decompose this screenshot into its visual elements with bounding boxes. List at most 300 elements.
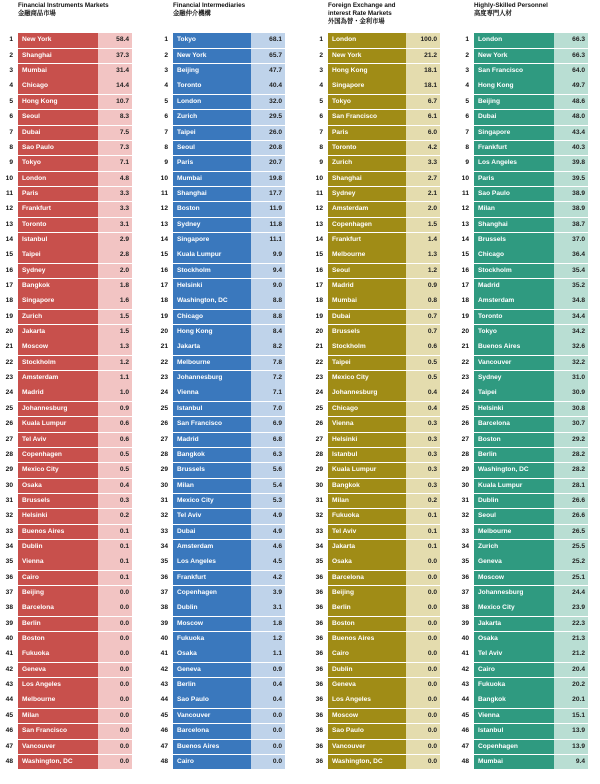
city-cell: Bangkok	[173, 448, 251, 463]
rank-label: 36	[315, 635, 323, 643]
table-row	[157, 356, 299, 371]
city-cell: Paris	[18, 187, 98, 202]
score-cell: 35.4	[554, 264, 588, 279]
table-row	[157, 340, 299, 355]
table-row	[2, 555, 144, 570]
rank-label: 43	[5, 681, 13, 689]
score-cell: 3.3	[98, 187, 132, 202]
rank-label: 9	[164, 159, 168, 167]
score-cell: 0.0	[98, 709, 132, 724]
rank-label: 26	[5, 420, 13, 428]
city-cell: Berlin	[173, 678, 251, 693]
score-cell: 0.6	[406, 340, 440, 355]
city-cell: Sydney	[173, 218, 251, 233]
table-row	[312, 95, 454, 110]
table-row	[2, 95, 144, 110]
score-cell: 68.1	[251, 33, 285, 48]
rank-label: 25	[5, 404, 13, 412]
city-cell: Dublin	[18, 540, 98, 555]
table-row	[2, 218, 144, 233]
rank-label: 7	[164, 128, 168, 136]
table-row	[157, 755, 299, 770]
rank-label: 16	[160, 266, 168, 274]
ranking-panel-4	[458, 0, 600, 784]
score-cell: 0.2	[98, 509, 132, 524]
score-cell: 2.7	[406, 172, 440, 187]
city-cell: Shanghai	[173, 187, 251, 202]
city-cell: Melbourne	[328, 248, 406, 263]
score-cell: 0.3	[406, 433, 440, 448]
rank-label: 20	[315, 328, 323, 336]
score-cell: 0.8	[406, 294, 440, 309]
table-row	[157, 647, 299, 662]
table-row	[2, 540, 144, 555]
rank-label: 4	[465, 82, 469, 90]
panel-title	[18, 2, 148, 18]
rank-label: 29	[315, 466, 323, 474]
panel-title-ja: 金融商品市場	[18, 10, 56, 18]
city-cell: Frankfurt	[173, 571, 251, 586]
city-cell: Singapore	[328, 79, 406, 94]
table-row	[2, 49, 144, 64]
city-cell: Los Angeles	[173, 555, 251, 570]
table-row	[312, 433, 454, 448]
city-cell: Taipei	[173, 126, 251, 141]
score-cell: 0.1	[98, 555, 132, 570]
city-cell: Shanghai	[328, 172, 406, 187]
table-row	[312, 540, 454, 555]
score-cell: 3.9	[251, 586, 285, 601]
rank-label: 19	[160, 312, 168, 320]
rank-label: 4	[164, 82, 168, 90]
table-row	[157, 740, 299, 755]
rank-label: 48	[5, 757, 13, 765]
rank-label: 28	[461, 450, 469, 458]
rank-label: 30	[461, 481, 469, 489]
score-cell: 0.0	[98, 601, 132, 616]
rank-label: 38	[461, 604, 469, 612]
rank-label: 35	[160, 558, 168, 566]
rank-label: 6	[164, 113, 168, 121]
score-cell: 21.2	[554, 647, 588, 662]
rank-label: 10	[315, 174, 323, 182]
score-cell: 0.0	[98, 740, 132, 755]
city-cell: Osaka	[173, 647, 251, 662]
city-cell: Toronto	[173, 79, 251, 94]
score-cell: 7.0	[251, 402, 285, 417]
ranking-panel-3	[312, 0, 454, 784]
score-cell: 0.0	[406, 586, 440, 601]
rank-label: 31	[315, 496, 323, 504]
rank-label: 33	[315, 527, 323, 535]
score-cell: 0.4	[98, 479, 132, 494]
score-cell: 28.1	[554, 479, 588, 494]
score-cell: 100.0	[406, 33, 440, 48]
table-row	[157, 463, 299, 478]
rank-label: 9	[9, 159, 13, 167]
rank-label: 6	[319, 113, 323, 121]
table-row	[157, 279, 299, 294]
rank-label: 33	[5, 527, 13, 535]
city-cell: Zurich	[18, 310, 98, 325]
rank-label: 36	[315, 665, 323, 673]
city-cell: Los Angeles	[328, 693, 406, 708]
table-row	[2, 356, 144, 371]
rank-label: 44	[5, 696, 13, 704]
table-row	[312, 294, 454, 309]
city-cell: Cairo	[328, 647, 406, 662]
city-cell: Jakarta	[18, 325, 98, 340]
city-cell: Johannesburg	[474, 586, 554, 601]
score-cell: 0.1	[406, 540, 440, 555]
rank-label: 32	[315, 512, 323, 520]
rank-label: 41	[5, 650, 13, 658]
city-cell: Chicago	[474, 248, 554, 263]
table-row	[2, 156, 144, 171]
rank-label: 18	[160, 297, 168, 305]
city-cell: Copenhagen	[18, 448, 98, 463]
table-row	[458, 709, 600, 724]
rank-label: 35	[5, 558, 13, 566]
score-cell: 29.5	[251, 110, 285, 125]
rank-label: 14	[461, 235, 469, 243]
table-row	[312, 248, 454, 263]
city-cell: Hong Kong	[328, 64, 406, 79]
rank-label: 1	[164, 36, 168, 44]
rank-label: 24	[315, 389, 323, 397]
score-cell: 0.0	[406, 724, 440, 739]
score-cell: 31.4	[98, 64, 132, 79]
score-cell: 4.2	[251, 571, 285, 586]
rank-label: 22	[5, 358, 13, 366]
table-row	[157, 141, 299, 156]
city-cell: Sao Paulo	[173, 693, 251, 708]
table-row	[157, 494, 299, 509]
table-row	[157, 724, 299, 739]
table-row	[157, 325, 299, 340]
score-cell: 0.4	[406, 386, 440, 401]
city-cell: Taipei	[474, 386, 554, 401]
score-cell: 15.1	[554, 709, 588, 724]
city-cell: Chicago	[328, 402, 406, 417]
rank-label: 12	[5, 205, 13, 213]
panel-title-en: Highly-Skilled Personnel	[474, 2, 548, 9]
city-cell: Chicago	[173, 310, 251, 325]
table-row	[312, 233, 454, 248]
score-cell: 0.5	[406, 371, 440, 386]
score-cell: 1.3	[406, 248, 440, 263]
score-cell: 3.1	[98, 218, 132, 233]
score-cell: 3.1	[251, 601, 285, 616]
rank-label: 30	[160, 481, 168, 489]
score-cell: 28.2	[554, 448, 588, 463]
score-cell: 20.8	[251, 141, 285, 156]
city-cell: Mumbai	[474, 755, 554, 770]
rank-label: 39	[5, 619, 13, 627]
score-cell: 1.5	[406, 218, 440, 233]
city-cell: Stockholm	[173, 264, 251, 279]
score-cell: 0.0	[98, 678, 132, 693]
table-row	[2, 126, 144, 141]
table-row	[312, 386, 454, 401]
score-cell: 1.8	[98, 279, 132, 294]
rank-label: 34	[461, 542, 469, 550]
score-cell: 8.8	[251, 310, 285, 325]
table-row	[2, 402, 144, 417]
score-cell: 9.4	[251, 264, 285, 279]
score-cell: 1.4	[406, 233, 440, 248]
rank-label: 18	[5, 297, 13, 305]
city-cell: Singapore	[474, 126, 554, 141]
city-cell: Vancouver	[474, 356, 554, 371]
city-cell: Toronto	[474, 310, 554, 325]
score-cell: 40.4	[251, 79, 285, 94]
table-row	[2, 279, 144, 294]
table-row	[157, 33, 299, 48]
table-row	[312, 64, 454, 79]
rank-label: 11	[161, 189, 168, 197]
score-cell: 30.7	[554, 417, 588, 432]
table-row	[458, 49, 600, 64]
city-cell: Toronto	[18, 218, 98, 233]
table-row	[157, 248, 299, 263]
city-cell: Taipei	[18, 248, 98, 263]
rank-label: 23	[315, 374, 323, 382]
table-row	[458, 202, 600, 217]
score-cell: 6.7	[406, 95, 440, 110]
table-row	[312, 218, 454, 233]
table-row	[2, 448, 144, 463]
score-cell: 26.6	[554, 494, 588, 509]
table-row	[458, 141, 600, 156]
rank-label: 13	[5, 220, 13, 228]
rank-label: 10	[160, 174, 168, 182]
rank-label: 29	[5, 466, 13, 474]
city-cell: Fukuoka	[18, 647, 98, 662]
city-cell: Boston	[173, 202, 251, 217]
table-row	[2, 433, 144, 448]
rank-label: 28	[5, 450, 13, 458]
score-cell: 0.7	[406, 310, 440, 325]
panel-title-ja: 高度専門人材	[474, 10, 512, 18]
table-row	[458, 64, 600, 79]
score-cell: 7.2	[251, 371, 285, 386]
rank-label: 21	[461, 343, 469, 351]
score-cell: 30.8	[554, 402, 588, 417]
score-cell: 36.4	[554, 248, 588, 263]
score-cell: 4.5	[251, 555, 285, 570]
table-row	[458, 740, 600, 755]
table-row	[458, 402, 600, 417]
score-cell: 0.0	[251, 724, 285, 739]
city-cell: New York	[474, 49, 554, 64]
city-cell: Paris	[328, 126, 406, 141]
table-row	[2, 494, 144, 509]
score-cell: 38.9	[554, 202, 588, 217]
score-cell: 0.0	[251, 709, 285, 724]
table-row	[312, 479, 454, 494]
table-row	[458, 340, 600, 355]
table-row	[157, 64, 299, 79]
rank-label: 46	[160, 727, 168, 735]
rank-label: 42	[160, 665, 168, 673]
city-cell: Mexico City	[18, 463, 98, 478]
table-row	[458, 525, 600, 540]
city-cell: Tokyo	[474, 325, 554, 340]
table-row	[157, 693, 299, 708]
table-row	[458, 479, 600, 494]
rank-label: 34	[315, 542, 323, 550]
rank-label: 33	[160, 527, 168, 535]
city-cell: Beijing	[173, 64, 251, 79]
rank-label: 14	[160, 235, 168, 243]
city-cell: Tokyo	[328, 95, 406, 110]
score-cell: 48.6	[554, 95, 588, 110]
rank-label: 39	[160, 619, 168, 627]
score-cell: 6.9	[251, 417, 285, 432]
rank-label: 41	[160, 650, 168, 658]
table-row	[157, 156, 299, 171]
ranking-panel-2	[157, 0, 299, 784]
rank-label: 25	[315, 404, 323, 412]
table-row	[312, 586, 454, 601]
table-row	[157, 448, 299, 463]
table-row	[157, 79, 299, 94]
city-cell: Osaka	[18, 479, 98, 494]
city-cell: Berlin	[18, 617, 98, 632]
city-cell: London	[474, 33, 554, 48]
score-cell: 29.2	[554, 433, 588, 448]
city-cell: Kuala Lumpur	[474, 479, 554, 494]
city-cell: Vienna	[474, 709, 554, 724]
table-row	[157, 264, 299, 279]
rank-label: 15	[461, 251, 469, 259]
table-row	[157, 433, 299, 448]
city-cell: Mexico City	[328, 371, 406, 386]
table-row	[2, 172, 144, 187]
rank-label: 36	[315, 619, 323, 627]
score-cell: 7.8	[251, 356, 285, 371]
score-cell: 0.0	[406, 678, 440, 693]
table-row	[312, 632, 454, 647]
rank-label: 44	[160, 696, 168, 704]
score-cell: 26.0	[251, 126, 285, 141]
score-cell: 48.0	[554, 110, 588, 125]
table-row	[458, 264, 600, 279]
score-cell: 32.6	[554, 340, 588, 355]
rank-label: 23	[160, 374, 168, 382]
rank-label: 36	[315, 727, 323, 735]
city-cell: Tel Aviv	[173, 509, 251, 524]
table-row	[157, 294, 299, 309]
table-row	[2, 678, 144, 693]
city-cell: Buenos Aires	[474, 340, 554, 355]
score-cell: 34.2	[554, 325, 588, 340]
rank-label: 36	[315, 589, 323, 596]
score-cell: 6.8	[251, 433, 285, 448]
rank-label: 32	[5, 512, 13, 520]
rank-label: 21	[5, 343, 13, 351]
table-row	[2, 187, 144, 202]
city-cell: Brussels	[328, 325, 406, 340]
table-row	[458, 172, 600, 187]
table-row	[312, 494, 454, 509]
table-row	[458, 617, 600, 632]
city-cell: Sao Paulo	[328, 724, 406, 739]
city-cell: New York	[328, 49, 406, 64]
table-row	[312, 555, 454, 570]
rank-label: 40	[5, 635, 13, 643]
score-cell: 0.0	[98, 663, 132, 678]
score-cell: 30.9	[554, 386, 588, 401]
score-cell: 13.9	[554, 740, 588, 755]
score-cell: 8.4	[251, 325, 285, 340]
city-cell: Shanghai	[18, 49, 98, 64]
rank-label: 32	[461, 512, 469, 520]
score-cell: 9.0	[251, 279, 285, 294]
score-cell: 32.0	[251, 95, 285, 110]
rank-label: 9	[319, 159, 323, 167]
table-row	[157, 663, 299, 678]
rank-label: 24	[461, 389, 469, 397]
score-cell: 21.2	[406, 49, 440, 64]
score-cell: 3.3	[406, 156, 440, 171]
city-cell: Barcelona	[173, 724, 251, 739]
rank-label: 3	[9, 67, 13, 75]
rank-label: 37	[461, 589, 469, 596]
rank-label: 5	[319, 97, 323, 105]
city-cell: Osaka	[328, 555, 406, 570]
table-row	[312, 33, 454, 48]
score-cell: 9.4	[554, 755, 588, 770]
score-cell: 5.4	[251, 479, 285, 494]
rank-label: 36	[315, 681, 323, 689]
table-row	[458, 571, 600, 586]
score-cell: 0.3	[98, 494, 132, 509]
city-cell: Tel Aviv	[328, 525, 406, 540]
score-cell: 43.4	[554, 126, 588, 141]
city-cell: Zurich	[173, 110, 251, 125]
panel-title	[173, 2, 303, 18]
rank-label: 45	[5, 711, 13, 719]
rank-label: 16	[461, 266, 469, 274]
rank-label: 12	[160, 205, 168, 213]
rank-label: 16	[315, 266, 323, 274]
rank-label: 36	[315, 757, 323, 765]
table-row	[2, 386, 144, 401]
city-cell: Zurich	[474, 540, 554, 555]
city-cell: Dubai	[173, 525, 251, 540]
table-row	[157, 417, 299, 432]
score-cell: 0.1	[98, 525, 132, 540]
score-cell: 0.3	[406, 479, 440, 494]
table-row	[157, 233, 299, 248]
rank-label: 15	[315, 251, 323, 259]
rank-label: 29	[461, 466, 469, 474]
city-cell: Milan	[173, 479, 251, 494]
table-row	[2, 340, 144, 355]
rank-label: 6	[9, 113, 13, 121]
score-cell: 1.5	[98, 325, 132, 340]
city-cell: Dublin	[474, 494, 554, 509]
rank-label: 8	[465, 143, 469, 151]
table-row	[157, 479, 299, 494]
city-cell: Geneva	[18, 663, 98, 678]
rank-label: 1	[319, 36, 323, 44]
table-row	[312, 279, 454, 294]
rank-label: 3	[319, 67, 323, 75]
rank-label: 36	[461, 573, 469, 581]
